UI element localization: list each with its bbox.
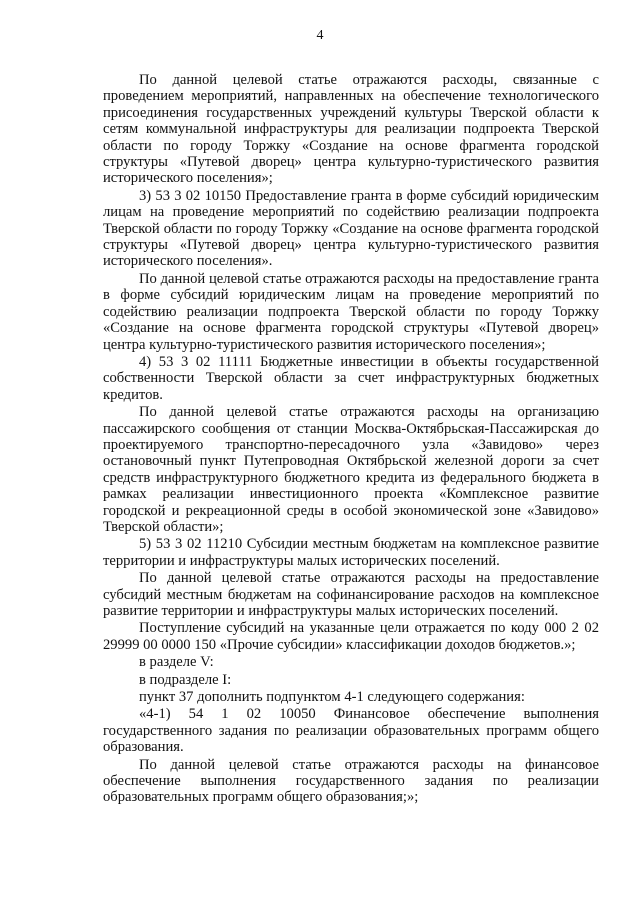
paragraph: По данной целевой статье отражаются расходы на предоставление гранта в форме субсидий юридическим лицам на проведение мероприятий по содействию реализации подпроекта Тверской области по городу Торжку «Создание на основе фрагмента городской структуры «Путевой дворец» центра культурно-туристического развития исторического поселения»; [103, 270, 599, 353]
paragraph: 4) 53 3 02 11111 Бюджетные инвестиции в объекты государственной собственности Тверской области за счет инфраструктурных бюджетных кредитов. [103, 353, 599, 403]
paragraph: Поступление субсидий на указанные цели отражается по коду 000 2 02 29999 00 0000 150 «Прочие субсидии» классификации доходов бюджетов.»; [103, 620, 599, 653]
paragraph: «4-1) 54 1 02 10050 Финансовое обеспечение выполнения государственного задания по реализации образовательных программ общего образования. [103, 706, 599, 756]
paragraph: 3) 53 3 02 10150 Предоставление гранта в форме субсидий юридическим лицам на проведение мероприятий по содействию реализации подпроекта Тверской области по городу Торжку «Создание на основе фрагмента городской структуры «Путевой дворец» центра культурно-туристического развития исторического поселения». [103, 187, 599, 270]
paragraph: в разделе V: [139, 654, 214, 671]
paragraph: в подразделе I: [139, 671, 232, 688]
page-number: 4 [316, 28, 324, 43]
document-body [103, 72, 599, 806]
paragraph: По данной целевой статье отражаются расходы на организацию пассажирского сообщения от станции Москва-Октябрьская-Пассажирская до проектируемого транспортно-пересадочного узла «Завидово» через остановочный пункт Путепроводная Октябрьской железной дороги за счет средств инфраструктурного бюджетного кредита из федерального бюджета в рамках реализации инвестиционного проекта «Комплексное развитие городской и рекреационной среды в особой экономической зоне «Завидово» Тверской области»; [103, 404, 599, 535]
paragraph: По данной целевой статье отражаются расходы на предоставление субсидий местным бюджетам на софинансирование расходов на комплексное развитие территории и инфраструктуры малых исторических поселений. [103, 570, 599, 619]
paragraph: По данной целевой статье отражаются расходы на финансовое обеспечение выполнения государственного задания по реализации образовательных программ общего образования;»; [103, 756, 599, 806]
paragraph: 5) 53 3 02 11210 Субсидии местным бюджетам на комплексное развитие территории и инфраструктуры малых исторических поселений. [103, 536, 599, 569]
paragraph: пункт 37 дополнить подпунктом 4-1 следующего содержания: [139, 689, 525, 706]
paragraph: По данной целевой статье отражаются расходы, связанные с проведением мероприятий, направленных на обеспечение технологического присоединения государственных учреждений культуры Тверской области к сетям коммунальной инфраструктуры для реализации подпроекта Тверской области по городу Торжку «Создание на основе фрагмента городской структуры «Путевой дворец» центра культурно-туристического развития исторического поселения»; [103, 72, 599, 187]
